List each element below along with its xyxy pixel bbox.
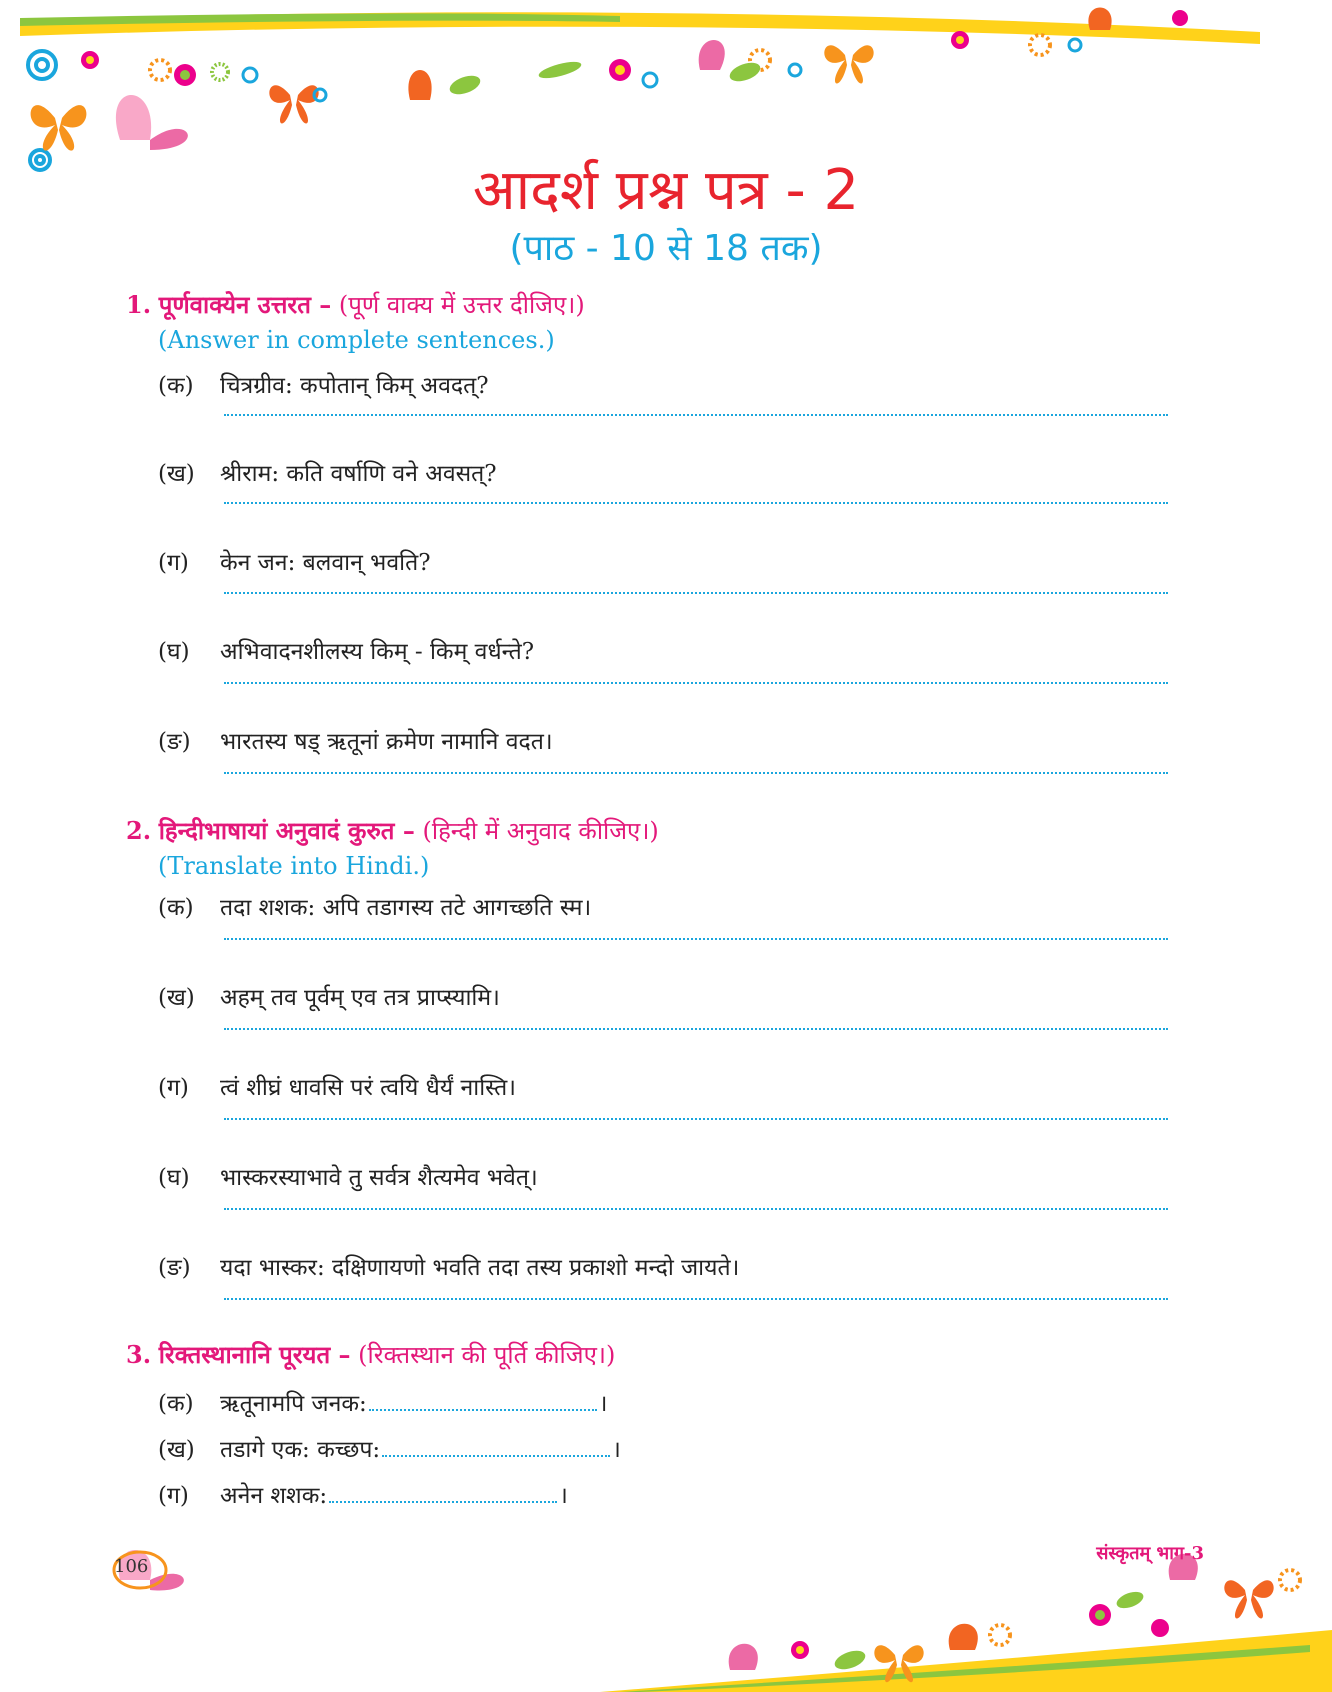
answer-line[interactable]	[224, 592, 1168, 594]
item-label: (घ)	[158, 639, 190, 665]
answer-line[interactable]	[224, 1298, 1168, 1300]
item-end: ।	[612, 1437, 621, 1463]
question-1-item-gha	[158, 634, 534, 666]
fill-blank[interactable]	[329, 1483, 557, 1503]
question-number: 1.	[126, 290, 152, 319]
question-1-english: (Answer in complete sentences.)	[158, 326, 555, 354]
book-title: संस्कृतम् भाग-3	[1096, 1543, 1204, 1564]
item-end: ।	[559, 1483, 568, 1509]
question-number: 2.	[126, 816, 152, 845]
question-3-heading	[126, 1338, 615, 1371]
question-1-item-kha	[158, 456, 497, 488]
question-2-heading	[126, 814, 659, 847]
question-hint: (पूर्ण वाक्य में उत्तर दीजिए।)	[338, 291, 585, 319]
answer-line[interactable]	[224, 414, 1168, 416]
question-hint: (रिक्तस्थान की पूर्ति कीजिए।)	[358, 1341, 616, 1369]
item-text: भास्करस्याभावे तु सर्वत्र शैत्यमेव भवेत्।	[220, 1165, 538, 1191]
question-2-item-gha	[158, 1160, 538, 1192]
item-text: तदा शशक: अपि तडागस्य तटे आगच्छति स्म।	[220, 895, 592, 921]
item-label: (क)	[158, 1391, 194, 1417]
question-title: हिन्दीभाषायां अनुवादं कुरुत –	[158, 816, 415, 845]
item-text: अभिवादनशीलस्य किम् - किम् वर्धन्ते?	[220, 639, 535, 665]
item-text: यदा भास्कर: दक्षिणायणो भवति तदा तस्य प्रकाशो मन्दो जायते।	[220, 1255, 740, 1281]
item-label: (घ)	[158, 1165, 190, 1191]
question-1-item-ga	[158, 545, 431, 577]
item-label: (क)	[158, 895, 194, 921]
item-text: त्वं शीघ्रं धावसि परं त्वयि धैर्यं नास्ति।	[220, 1075, 516, 1101]
question-2-item-nga	[158, 1250, 739, 1282]
page-subtitle: (पाठ - 10 से 18 तक)	[509, 228, 823, 269]
item-label: (ख)	[158, 461, 195, 487]
item-text: ऋतूनामपि जनक:	[220, 1391, 367, 1417]
item-text: भारतस्य षड् ऋतूनां क्रमेण नामानि वदत।	[220, 729, 553, 755]
fill-blank[interactable]	[382, 1437, 610, 1457]
item-label: (ङ)	[158, 1255, 191, 1281]
item-label: (ख)	[158, 1437, 195, 1463]
item-label: (ग)	[158, 1075, 189, 1101]
fill-blank[interactable]	[369, 1391, 597, 1411]
answer-line[interactable]	[224, 1028, 1168, 1030]
item-text: चित्रग्रीव: कपोतान् किम् अवदत्?	[220, 373, 489, 399]
question-2-item-ka	[158, 890, 591, 922]
item-label: (ख)	[158, 985, 195, 1011]
item-label: (ग)	[158, 1483, 189, 1509]
item-label: (ङ)	[158, 729, 191, 755]
question-3-item-kha	[158, 1432, 621, 1464]
item-text: तडागे एक: कच्छप:	[220, 1437, 381, 1463]
item-text: अनेन शशक:	[220, 1483, 328, 1509]
question-number: 3.	[126, 1340, 152, 1369]
question-1-item-ka	[158, 368, 489, 400]
question-title: पूर्णवाक्येन उत्तरत –	[158, 290, 332, 319]
question-title: रिक्तस्थानानि पूरयत –	[158, 1340, 351, 1369]
item-text: श्रीराम: कति वर्षाणि वने अवसत्?	[220, 461, 497, 487]
item-label: (क)	[158, 373, 194, 399]
question-2-item-ga	[158, 1070, 516, 1102]
answer-line[interactable]	[224, 1118, 1168, 1120]
answer-line[interactable]	[224, 502, 1168, 504]
page-title: आदर्श प्रश्न पत्र - 2	[472, 158, 860, 223]
question-3-item-ga	[158, 1478, 568, 1510]
answer-line[interactable]	[224, 1208, 1168, 1210]
answer-line[interactable]	[224, 938, 1168, 940]
small-swirl-icon	[243, 39, 1081, 101]
question-3-item-ka	[158, 1386, 608, 1418]
item-end: ।	[598, 1391, 608, 1417]
question-hint: (हिन्दी में अनुवाद कीजिए।)	[422, 817, 659, 845]
question-2-item-kha	[158, 980, 500, 1012]
answer-line[interactable]	[224, 682, 1168, 684]
question-1-item-nga	[158, 724, 553, 756]
item-text: केन जन: बलवान् भवति?	[220, 550, 431, 576]
question-2-english: (Translate into Hindi.)	[158, 852, 430, 880]
item-text: अहम् तव पूर्वम् एव तत्र प्राप्स्यामि।	[220, 985, 500, 1011]
page-number: 106	[114, 1556, 149, 1577]
question-1-heading	[126, 288, 585, 321]
item-label: (ग)	[158, 550, 189, 576]
answer-line[interactable]	[224, 772, 1168, 774]
